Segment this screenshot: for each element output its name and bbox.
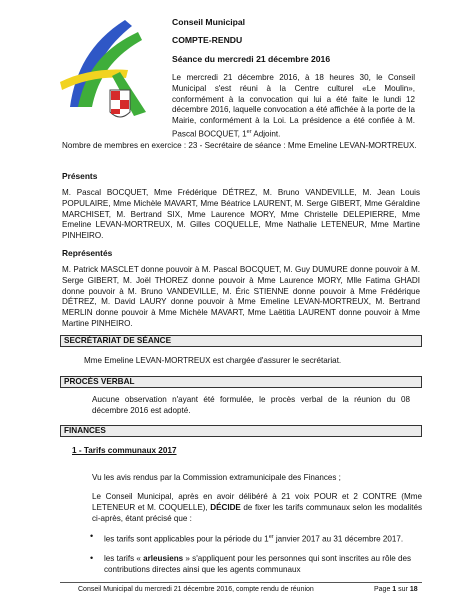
footer-divider	[60, 582, 422, 583]
bullet-tarifs-periode: les tarifs sont applicables pour la période du 1er janvier 2017 au 31 décembre 2017.	[104, 534, 404, 544]
representes-heading: Représentés	[62, 248, 113, 258]
document-title: Conseil Municipal	[172, 17, 246, 27]
secretariat-text: Mme Emeline LEVAN-MORTREUX est chargée d'assurer le secrétariat.	[84, 356, 342, 365]
representes-list: M. Patrick MASCLET donne pouvoir à M. Pascal BOCQUET, M. Guy DUMURE donne pouvoir à M. Serge GIBERT, M. Joël THOREZ donne pouvoir à Mme Laurence MORY, Mlle Fatima GHADI donne pouvoir à M. Bruno VANDEVILLE, M. Éric STIENNE donne pouvoir à Mme Frédérique DÉTREZ, M. David LAURY donne pouvoir à Mme Emeline LEVAN-MORTREUX, M. Bertrand MERLIN donne pouvoir à Mme Michèle MAVART, Mme Laëtitia LAURENT donne pouvoir à Mme Martine PINHEIRO.	[62, 265, 420, 328]
section-proces-verbal: PROCÈS VERBAL	[60, 376, 422, 388]
finances-decision: Le Conseil Municipal, après en avoir délibéré à 21 voix POUR et 2 CONTRE (Mme LETENEUR et M. COQUELLE), DÉCIDE de fixer les tarifs communaux selon les modalités ci-après, étant précisé que :	[92, 492, 422, 523]
section-finances: FINANCES	[60, 425, 422, 437]
presents-list: M. Pascal BOCQUET, Mme Frédérique DÉTREZ, M. Bruno VANDEVILLE, M. Jean Louis POPULAIRE, Mme Michèle MAVART, Mme Béatrice LAURENT, M. Serge GIBERT, Mme Géraldine MARCHISET, M. Bertrand SIX, Mme Laurence MORY, Mme Christelle DELEPIERRE, Mme Emeline LEVAN-MORTREUX, M. Gilles COQUELLE, Mme Nathalie LETENEUR, Mme Martine PINHEIRO.	[62, 188, 420, 241]
footer-text: Conseil Municipal du mercredi 21 décembre 2016, compte rendu de réunion	[78, 586, 314, 593]
presents-heading: Présents	[62, 171, 98, 181]
document-subtitle: COMPTE-RENDU	[172, 35, 243, 45]
tarifs-subheading: 1 - Tarifs communaux 2017	[72, 446, 177, 455]
bullet-dot-icon: •	[90, 553, 94, 563]
town-logo-icon	[50, 12, 160, 132]
finances-avis: Vu les avis rendus par la Commission extramunicipale des Finances ;	[92, 473, 341, 482]
section-secretariat: SECRÉTARIAT DE SÉANCE	[60, 335, 422, 347]
proces-verbal-text: Aucune observation n'ayant été formulée, le procès verbal de la réunion du 08 décembre 2016 est adopté.	[92, 395, 410, 415]
page-number: Page 1 sur 18	[374, 586, 418, 593]
session-date: Séance du mercredi 21 décembre 2016	[172, 54, 331, 64]
bullet-dot-icon: •	[90, 531, 94, 541]
bullet-tarifs-arleusiens: les tarifs « arleusiens » s'appliquent pour les personnes qui sont inscrites au rôle des contributions directes ainsi que les agents communaux	[104, 554, 412, 574]
intro-paragraph: Le mercredi 21 décembre 2016, à 18 heures 30, le Conseil Municipal s'est réuni à la Centre culturel «Le Moulin», conformément à la convocation qui lui a été faite le lundi 12 décembre 2016, laquelle convocation a été affichée à la porte de la Mairie, conformément à la Loi. La présidence a été confiée à M. Pascal BOCQUET, 1er Adjoint.	[172, 73, 415, 139]
members-info: Nombre de membres en exercice : 23 - Secrétaire de séance : Mme Emeline LEVAN-MORTREUX.	[62, 141, 417, 150]
